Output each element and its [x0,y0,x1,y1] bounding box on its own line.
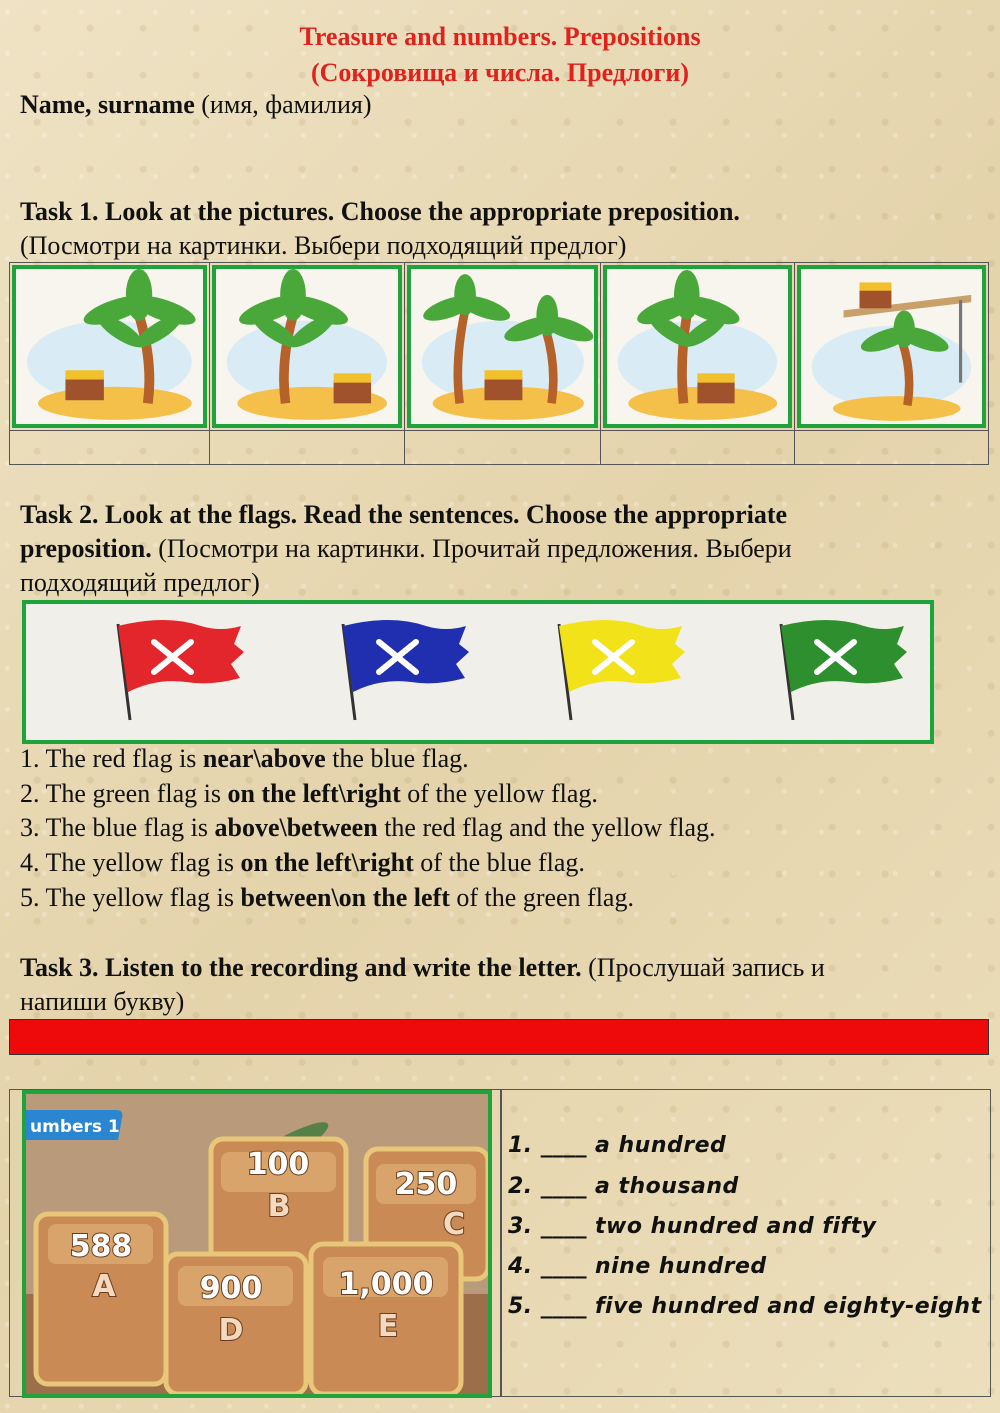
sentence-choice[interactable]: above\between [214,813,378,842]
sentence-4 [20,846,585,880]
task1-picture-1 [12,265,207,428]
audio-player-bar[interactable] [9,1019,989,1055]
task1-answer-3[interactable] [404,431,601,465]
flag-fill [343,620,469,692]
task1-answer-2[interactable] [209,431,404,465]
task1-answer-5[interactable] [795,431,989,465]
flag-red [118,620,244,720]
task1-table [9,262,989,465]
sentence-5 [20,881,634,915]
flag-blue [343,620,469,720]
sentence-text: 1. The red flag is [20,744,203,773]
task1-picture-4 [603,265,792,428]
sentence-text: of the blue flag. [413,848,585,877]
flag-yellow [559,620,685,720]
task1-picture-2 [212,265,402,428]
sentence-text: 3. The blue flag is [20,813,215,842]
chest-letter: B [267,1189,291,1224]
treasure-chests-image [22,1090,492,1398]
image-tab-label: umbers 1 [30,1117,120,1137]
sentence-3 [20,811,716,845]
number-item-1[interactable]: 1. ____ a hundred [508,1133,727,1158]
sentence-text: of the green flag. [449,883,634,912]
task2-hint-cont: подходящий предлог) [20,568,260,597]
task2-heading-line2 [20,532,792,566]
name-hint: (имя, фамилия) [201,90,372,119]
sentence-text: the blue flag. [325,744,469,773]
chest-number: 100 [246,1147,310,1182]
chest-letter: E [377,1309,399,1344]
name-line [20,88,372,122]
flag-fill [781,620,907,692]
task1-heading: Task 1. Look at the pictures. Choose the appropriate preposition. [20,197,740,226]
sentence-choice[interactable]: on the left\right [227,779,401,808]
sentence-choice[interactable]: on the left\right [240,848,414,877]
sentence-text: of the yellow flag. [400,779,598,808]
flag-fill [559,620,685,692]
task1-picture-cell [209,263,404,431]
chest-number: 250 [394,1167,458,1202]
task2-heading-cont: preposition. [20,534,152,563]
task1-answer-1[interactable] [10,431,210,465]
task1-picture-cell [795,263,989,431]
sentence-choice[interactable]: near\above [202,744,326,773]
task1-picture-cell [404,263,601,431]
chest-number: 588 [69,1229,133,1264]
task2-hint: (Посмотри на картинки. Прочитай предложения. Выбери [158,534,792,563]
page-title: Treasure and numbers. Prepositions [299,22,701,51]
number-item-2[interactable]: 2. ____ a thousand [508,1174,739,1199]
name-label: Name, surname [20,90,195,119]
sentence-text: 2. The green flag is [20,779,228,808]
task1-picture-5 [797,265,986,428]
flag-fill [118,620,244,692]
chest-number: 1,000 [338,1267,434,1302]
number-item-3[interactable]: 3. ____ two hundred and fifty [508,1214,877,1239]
sentence-text: 5. The yellow flag is [20,883,241,912]
task1-picture-3 [407,265,599,428]
chest-number: 900 [199,1271,263,1306]
task1-answer-4[interactable] [601,431,795,465]
chest-letter: A [92,1269,116,1304]
number-item-5[interactable]: 5. ____ five hundred and eighty-eight [508,1294,982,1319]
sentence-text: the red flag and the yellow flag. [377,813,716,842]
flag-green [781,620,907,720]
task1-hint: (Посмотри на картинки. Выбери подходящий предлог) [20,231,627,260]
chest-letter: C [442,1207,466,1242]
task1-picture-cell [601,263,795,431]
sentence-choice[interactable]: between\on the left [240,883,450,912]
task3-heading [20,951,825,985]
task3-heading-text: Task 3. Listen to the recording and write the letter. [20,953,582,982]
task3-hint-cont: напиши букву) [20,987,185,1016]
sentence-2 [20,777,598,811]
sentence-1 [20,742,469,776]
chest-letter: D [218,1313,244,1348]
sentence-text: 4. The yellow flag is [20,848,241,877]
task3-hint: (Прослушай запись и [588,953,825,982]
page-subtitle: (Сокровища и числа. Предлоги) [310,58,689,87]
number-item-4[interactable]: 4. ____ nine hundred [508,1254,767,1279]
task1-picture-cell [10,263,210,431]
flags-image [22,600,934,744]
task2-heading: Task 2. Look at the flags. Read the sentences. Choose the appropriate [20,500,788,529]
